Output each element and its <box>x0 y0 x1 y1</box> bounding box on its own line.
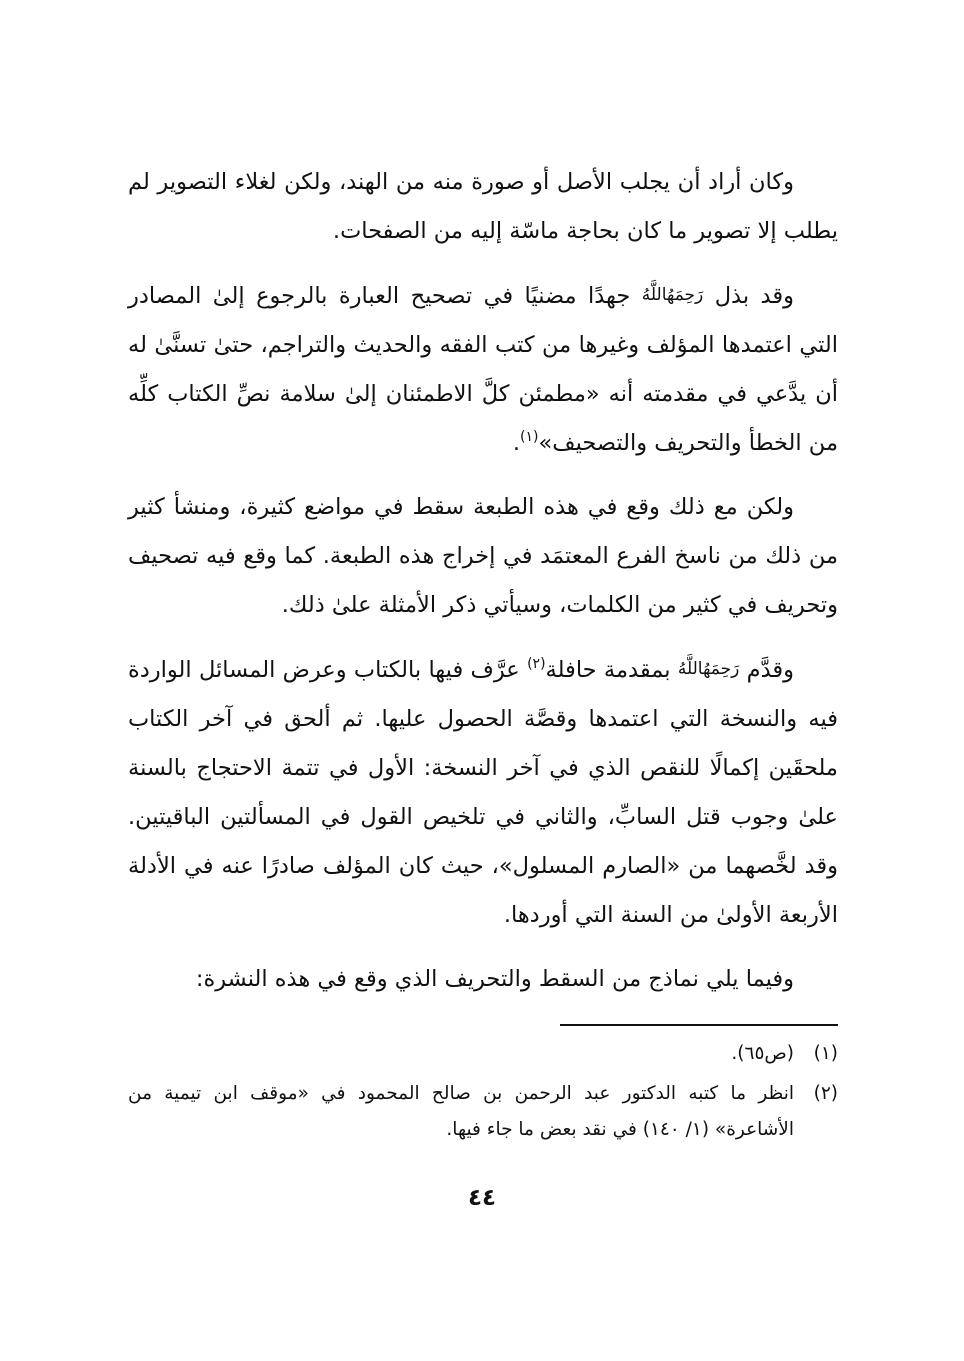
honorific-rahimahullah: رَحِمَهُاللَّهُ <box>677 659 740 679</box>
paragraph-4 <box>128 645 838 940</box>
footnote-number: (٢) <box>813 1083 838 1104</box>
paragraph-2-end: . <box>512 430 521 456</box>
paragraph-4-start: وقدَّم <box>746 657 795 683</box>
paragraph-4-mid: بمقدمة حافلة <box>545 657 671 683</box>
footnote-ref-1[interactable]: (١) <box>520 429 539 445</box>
main-text <box>128 158 838 1019</box>
footnotes <box>128 1036 838 1152</box>
footnote-2 <box>128 1076 838 1148</box>
paragraph-2-start: وقد بذل <box>714 283 794 309</box>
footnote-ref-2[interactable]: (٢) <box>527 656 546 672</box>
honorific-rahimahullah: رَحِمَهُاللَّهُ <box>641 285 704 305</box>
footnote-number: (١) <box>813 1043 838 1064</box>
footnote-text: انظر ما كتبه الدكتور عبد الرحمن بن صالح المحمود في «موقف ابن تيمية من الأشاعرة» (١/ ١٤٠) في نقد بعض ما جاء فيها. <box>128 1083 794 1140</box>
paragraph-4-body: عرَّف فيها بالكتاب وعرض المسائل الواردة فيه والنسخة التي اعتمدها وقصَّة الحصول عليها. ثم ألحق في آخر الكتاب ملحقَين إكمالًا للنقص الذي في آخر النسخة: الأول في تتمة الاحتجاج بالسنة علىٰ وجوب قتل السابِّ، والثاني في تلخيص القول في المسألتين الباقيتين. وقد لخَّصهما من «الصارم المسلول»، حيث كان المؤلف صادرًا عنه في الأدلة الأربعة الأولىٰ من السنة التي أوردها. <box>128 657 838 928</box>
footnote-separator <box>560 1024 838 1026</box>
footnote-1 <box>128 1036 838 1072</box>
paragraph-2-body: جهدًا مضنيًا في تصحيح العبارة بالرجوع إلىٰ المصادر التي اعتمدها المؤلف وغيرها من كتب الفقه والحديث والتراجم، حتىٰ تسنَّىٰ له أن يدَّعي في مقدمته أنه «مطمئن كلَّ الاطمئنان إلىٰ سلامة نصِّ الكتاب كلِّه من الخطأ والتحريف والتصحيف» <box>128 283 838 456</box>
paragraph-3: ولكن مع ذلك وقع في هذه الطبعة سقط في مواضع كثيرة، ومنشأ كثير من ذلك من ناسخ الفرع المعتمَد في إخراج هذه الطبعة. كما وقع فيه تصحيف وتحريف في كثير من الكلمات، وسيأتي ذكر الأمثلة علىٰ ذلك. <box>128 494 838 618</box>
page-number: ٤٤ <box>467 1185 497 1211</box>
footnote-text: (ص٦٥). <box>731 1043 794 1064</box>
paragraph-2 <box>128 271 838 468</box>
paragraph-5: وفيما يلي نماذج من السقط والتحريف الذي وقع في هذه النشرة: <box>195 966 794 992</box>
paragraph-1: وكان أراد أن يجلب الأصل أو صورة منه من الهند، ولكن لغلاء التصوير لم يطلب إلا تصوير ما كان بحاجة ماسّة إليه من الصفحات. <box>128 169 838 244</box>
